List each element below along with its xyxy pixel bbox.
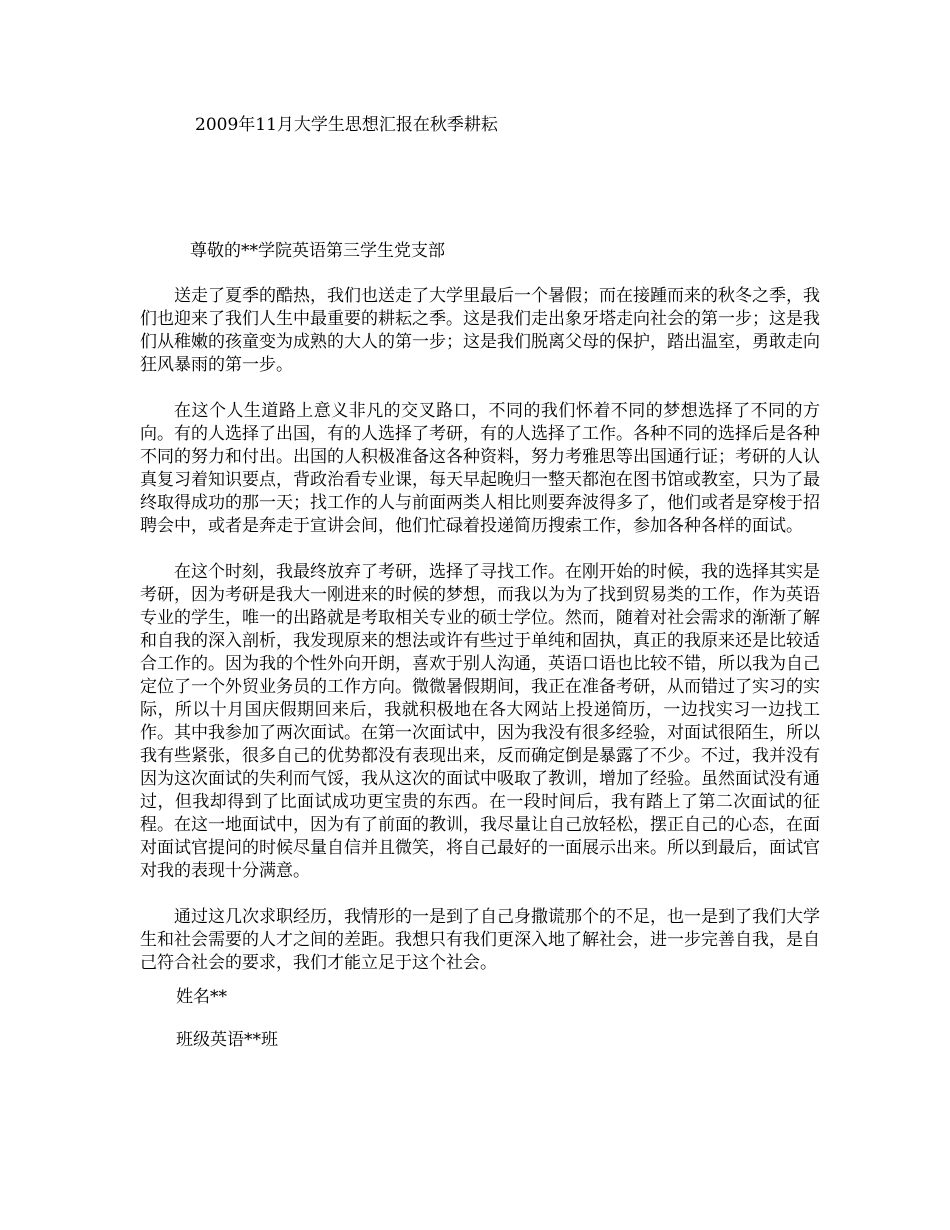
paragraph-3: 在这个时刻，我最终放弃了考研，选择了寻找工作。在刚开始的时候，我的选择其实是考研，因为考研是我大一刚进来的时候的梦想，而我以为为了找到贸易类的工作，作为英语专业的学生，唯一的出路就是考取相关专业的硕士学位。然而，随着对社会需求的渐渐了解和自我的深入剖析，我发现原来的想法或许有些过于单纯和固执，真正的我原来还是比较适合工作的。因为我的个性外向开朗，喜欢于别人沟通，英语口语也比较不错，所以我为自己定位了一个外贸业务员的工作方向。微微暑假期间，我正在准备考研，从而错过了实习的实际，所以十月国庆假期回来后，我就积极地在各大网站上投递简历，一边找实习一边找工作。其中我参加了两次面试。在第一次面试中，因为我没有很多经验，对面试很陌生，所以我有些紧张，很多自己的优势都没有表现出来，反而确定倒是暴露了不少。不过，我并没有因为这次面试的失利而气馁，我从这次的面试中吸取了教训，增加了经验。虽然面试没有通过，但我却得到了比面试成功更宝贵的东西。在一段时间后，我有踏上了第二次面试的征程。在这一地面试中，因为有了前面的教训，我尽量让自己放轻松，摆正自己的心态，在面对面试官提问的时候尽量自信并且微笑，将自己最好的一面展示出来。所以到最后，面试官对我的表现十分满意。 — [140, 562, 820, 881]
signature-class: 班级英语**班 — [176, 1030, 278, 1050]
paragraph-4: 通过这几次求职经历，我情形的一是到了自己身撒谎那个的不足，也一是到了我们大学生和社会需要的人才之间的差距。我想只有我们更深入地了解社会，进一步完善自我，是自己符合社会的要求，我们才能立足于这个社会。 — [140, 907, 820, 973]
document-title: 2009年11月大学生思想汇报在秋季耕耘 — [195, 115, 498, 135]
salutation: 尊敬的**学院英语第三学生党支部 — [190, 241, 445, 261]
paragraph-2: 在这个人生道路上意义非凡的交叉路口，不同的我们怀着不同的梦想选择了不同的方向。有的人选择了出国，有的人选择了考研，有的人选择了工作。各种不同的选择后是各种不同的努力和付出。出国的人积极准备这各种资料，努力考雅思等出国通行证；考研的人认真复习着知识要点，背政治看专业课，每天早起晚归一整天都泡在图书馆或教室，只为了最终取得成功的那一天；找工作的人与前面两类人相比则要奔波得多了，他们或者是穿梭于招聘会中，或者是奔走于宣讲会间，他们忙碌着投递简历搜索工作，参加各种各样的面试。 — [140, 401, 820, 536]
paragraph-1: 送走了夏季的酷热，我们也送走了大学里最后一个暑假；而在接踵而来的秋冬之季，我们也迎来了我们人生中最重要的耕耘之季。这是我们走出象牙塔走向社会的第一步；这是我们从稚嫩的孩童变为成熟的大人的第一步；这是我们脱离父母的保护，踏出温室，勇敢走向狂风暴雨的第一步。 — [140, 286, 820, 375]
document-body — [140, 285, 820, 998]
signature-name: 姓名** — [176, 987, 227, 1007]
